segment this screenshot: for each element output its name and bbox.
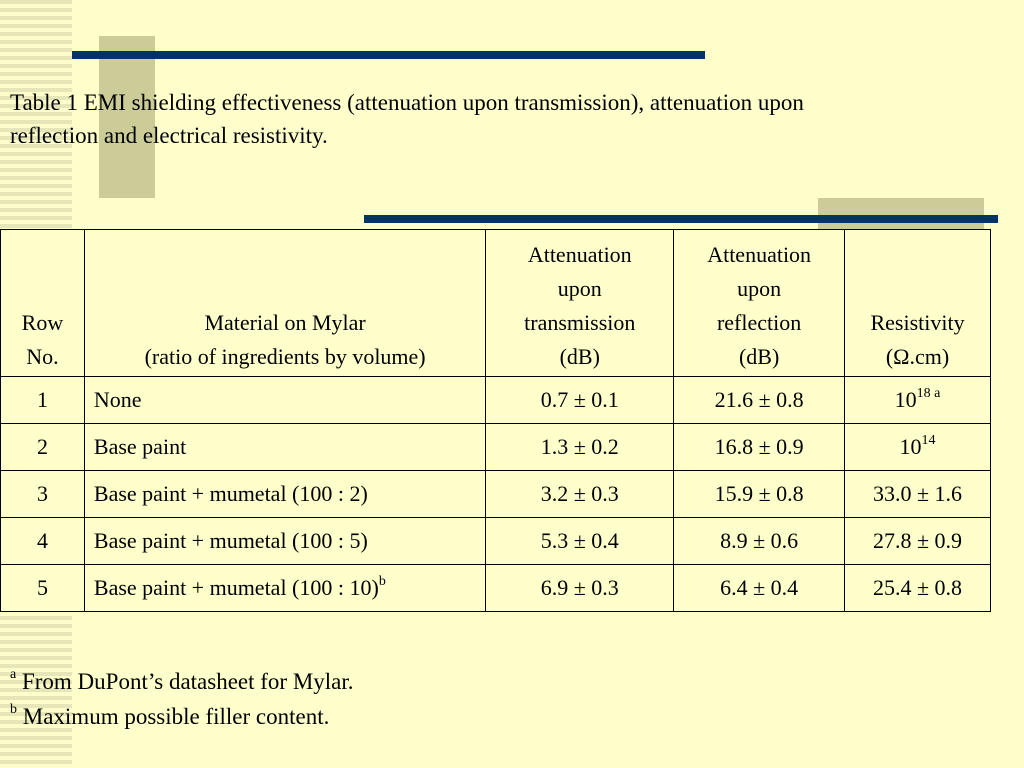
cell-transmission: 6.9 ± 0.3 <box>486 565 674 612</box>
header-material <box>84 230 485 377</box>
header-transmission-line2: upon <box>557 276 602 301</box>
cell-resistivity <box>845 471 991 518</box>
cell-reflection: 8.9 ± 0.6 <box>674 518 845 565</box>
cell-row-no: 4 <box>1 518 85 565</box>
header-resistivity-line1: Resistivity <box>870 310 965 335</box>
cell-reflection: 6.4 ± 0.4 <box>674 565 845 612</box>
cell-row-no: 1 <box>1 377 85 424</box>
material-text: None <box>93 387 142 412</box>
header-material-line2: (ratio of ingredients by volume) <box>144 344 426 369</box>
header-transmission-line4: (dB) <box>559 344 600 369</box>
footnote-b <box>10 699 354 734</box>
material-text: Base paint <box>93 434 187 459</box>
header-transmission-line3: transmission <box>524 310 636 335</box>
header-reflection-line4: (dB) <box>738 344 780 369</box>
caption-line-1: Table 1 EMI shielding effectiveness (attenuation upon transmission), attenuation upon <box>10 90 804 115</box>
table-row <box>1 377 991 424</box>
header-material-line1: Material on Mylar <box>204 310 366 335</box>
cell-transmission: 5.3 ± 0.4 <box>486 518 674 565</box>
header-row-no-line2: No. <box>26 344 59 369</box>
footnote-a-text: From DuPont’s datasheet for Mylar. <box>16 669 354 694</box>
header-reflection <box>674 230 845 377</box>
cell-row-no: 3 <box>1 471 85 518</box>
cell-resistivity <box>845 377 991 424</box>
cell-transmission: 3.2 ± 0.3 <box>486 471 674 518</box>
header-reflection-line3: reflection <box>716 310 802 335</box>
resistivity-text: 25.4 ± 0.8 <box>872 575 963 600</box>
footnote-b-mark: b <box>10 702 17 718</box>
table-header-row <box>1 230 991 377</box>
material-text: Base paint + mumetal (100 : 5) <box>93 528 368 553</box>
emi-shielding-table <box>0 229 991 612</box>
footnotes <box>10 664 354 734</box>
header-row-no-line1: Row <box>21 310 64 335</box>
cell-row-no: 2 <box>1 424 85 471</box>
material-text: Base paint + mumetal (100 : 2) <box>93 481 368 506</box>
table-row <box>1 565 991 612</box>
cell-reflection: 16.8 ± 0.9 <box>674 424 845 471</box>
resistivity-text: 27.8 ± 0.9 <box>872 528 963 553</box>
cell-row-no: 5 <box>1 565 85 612</box>
resistivity-sup: 18 a <box>916 385 941 401</box>
cell-resistivity <box>845 565 991 612</box>
cell-material <box>84 471 485 518</box>
resistivity-text: 10 <box>899 434 922 459</box>
decorative-top-bar <box>72 51 705 59</box>
cell-transmission: 1.3 ± 0.2 <box>486 424 674 471</box>
cell-material <box>84 424 485 471</box>
cell-material <box>84 565 485 612</box>
header-reflection-line1: Attenuation <box>707 242 812 267</box>
resistivity-text: 10 <box>894 387 917 412</box>
resistivity-text: 33.0 ± 1.6 <box>872 481 963 506</box>
table-row <box>1 518 991 565</box>
cell-material <box>84 518 485 565</box>
header-resistivity-line2: (Ω.cm) <box>885 344 950 369</box>
cell-reflection: 15.9 ± 0.8 <box>674 471 845 518</box>
header-resistivity <box>845 230 991 377</box>
footnote-a <box>10 664 354 699</box>
material-sup: b <box>378 573 386 589</box>
table-row <box>1 424 991 471</box>
decorative-middle-bar <box>364 215 998 223</box>
cell-reflection: 21.6 ± 0.8 <box>674 377 845 424</box>
material-text: Base paint + mumetal (100 : 10) <box>93 575 379 600</box>
cell-transmission: 0.7 ± 0.1 <box>486 377 674 424</box>
header-row-no <box>1 230 85 377</box>
header-reflection-line2: upon <box>737 276 782 301</box>
caption-line-2: reflection and electrical resistivity. <box>10 123 328 148</box>
cell-material <box>84 377 485 424</box>
table-row <box>1 471 991 518</box>
footnote-b-text: Maximum possible filler content. <box>17 704 330 729</box>
footnote-a-mark: a <box>10 667 17 683</box>
header-transmission <box>486 230 674 377</box>
resistivity-sup: 14 <box>921 432 936 448</box>
cell-resistivity <box>845 424 991 471</box>
header-transmission-line1: Attenuation <box>527 242 632 267</box>
table-caption <box>10 86 1010 152</box>
cell-resistivity <box>845 518 991 565</box>
